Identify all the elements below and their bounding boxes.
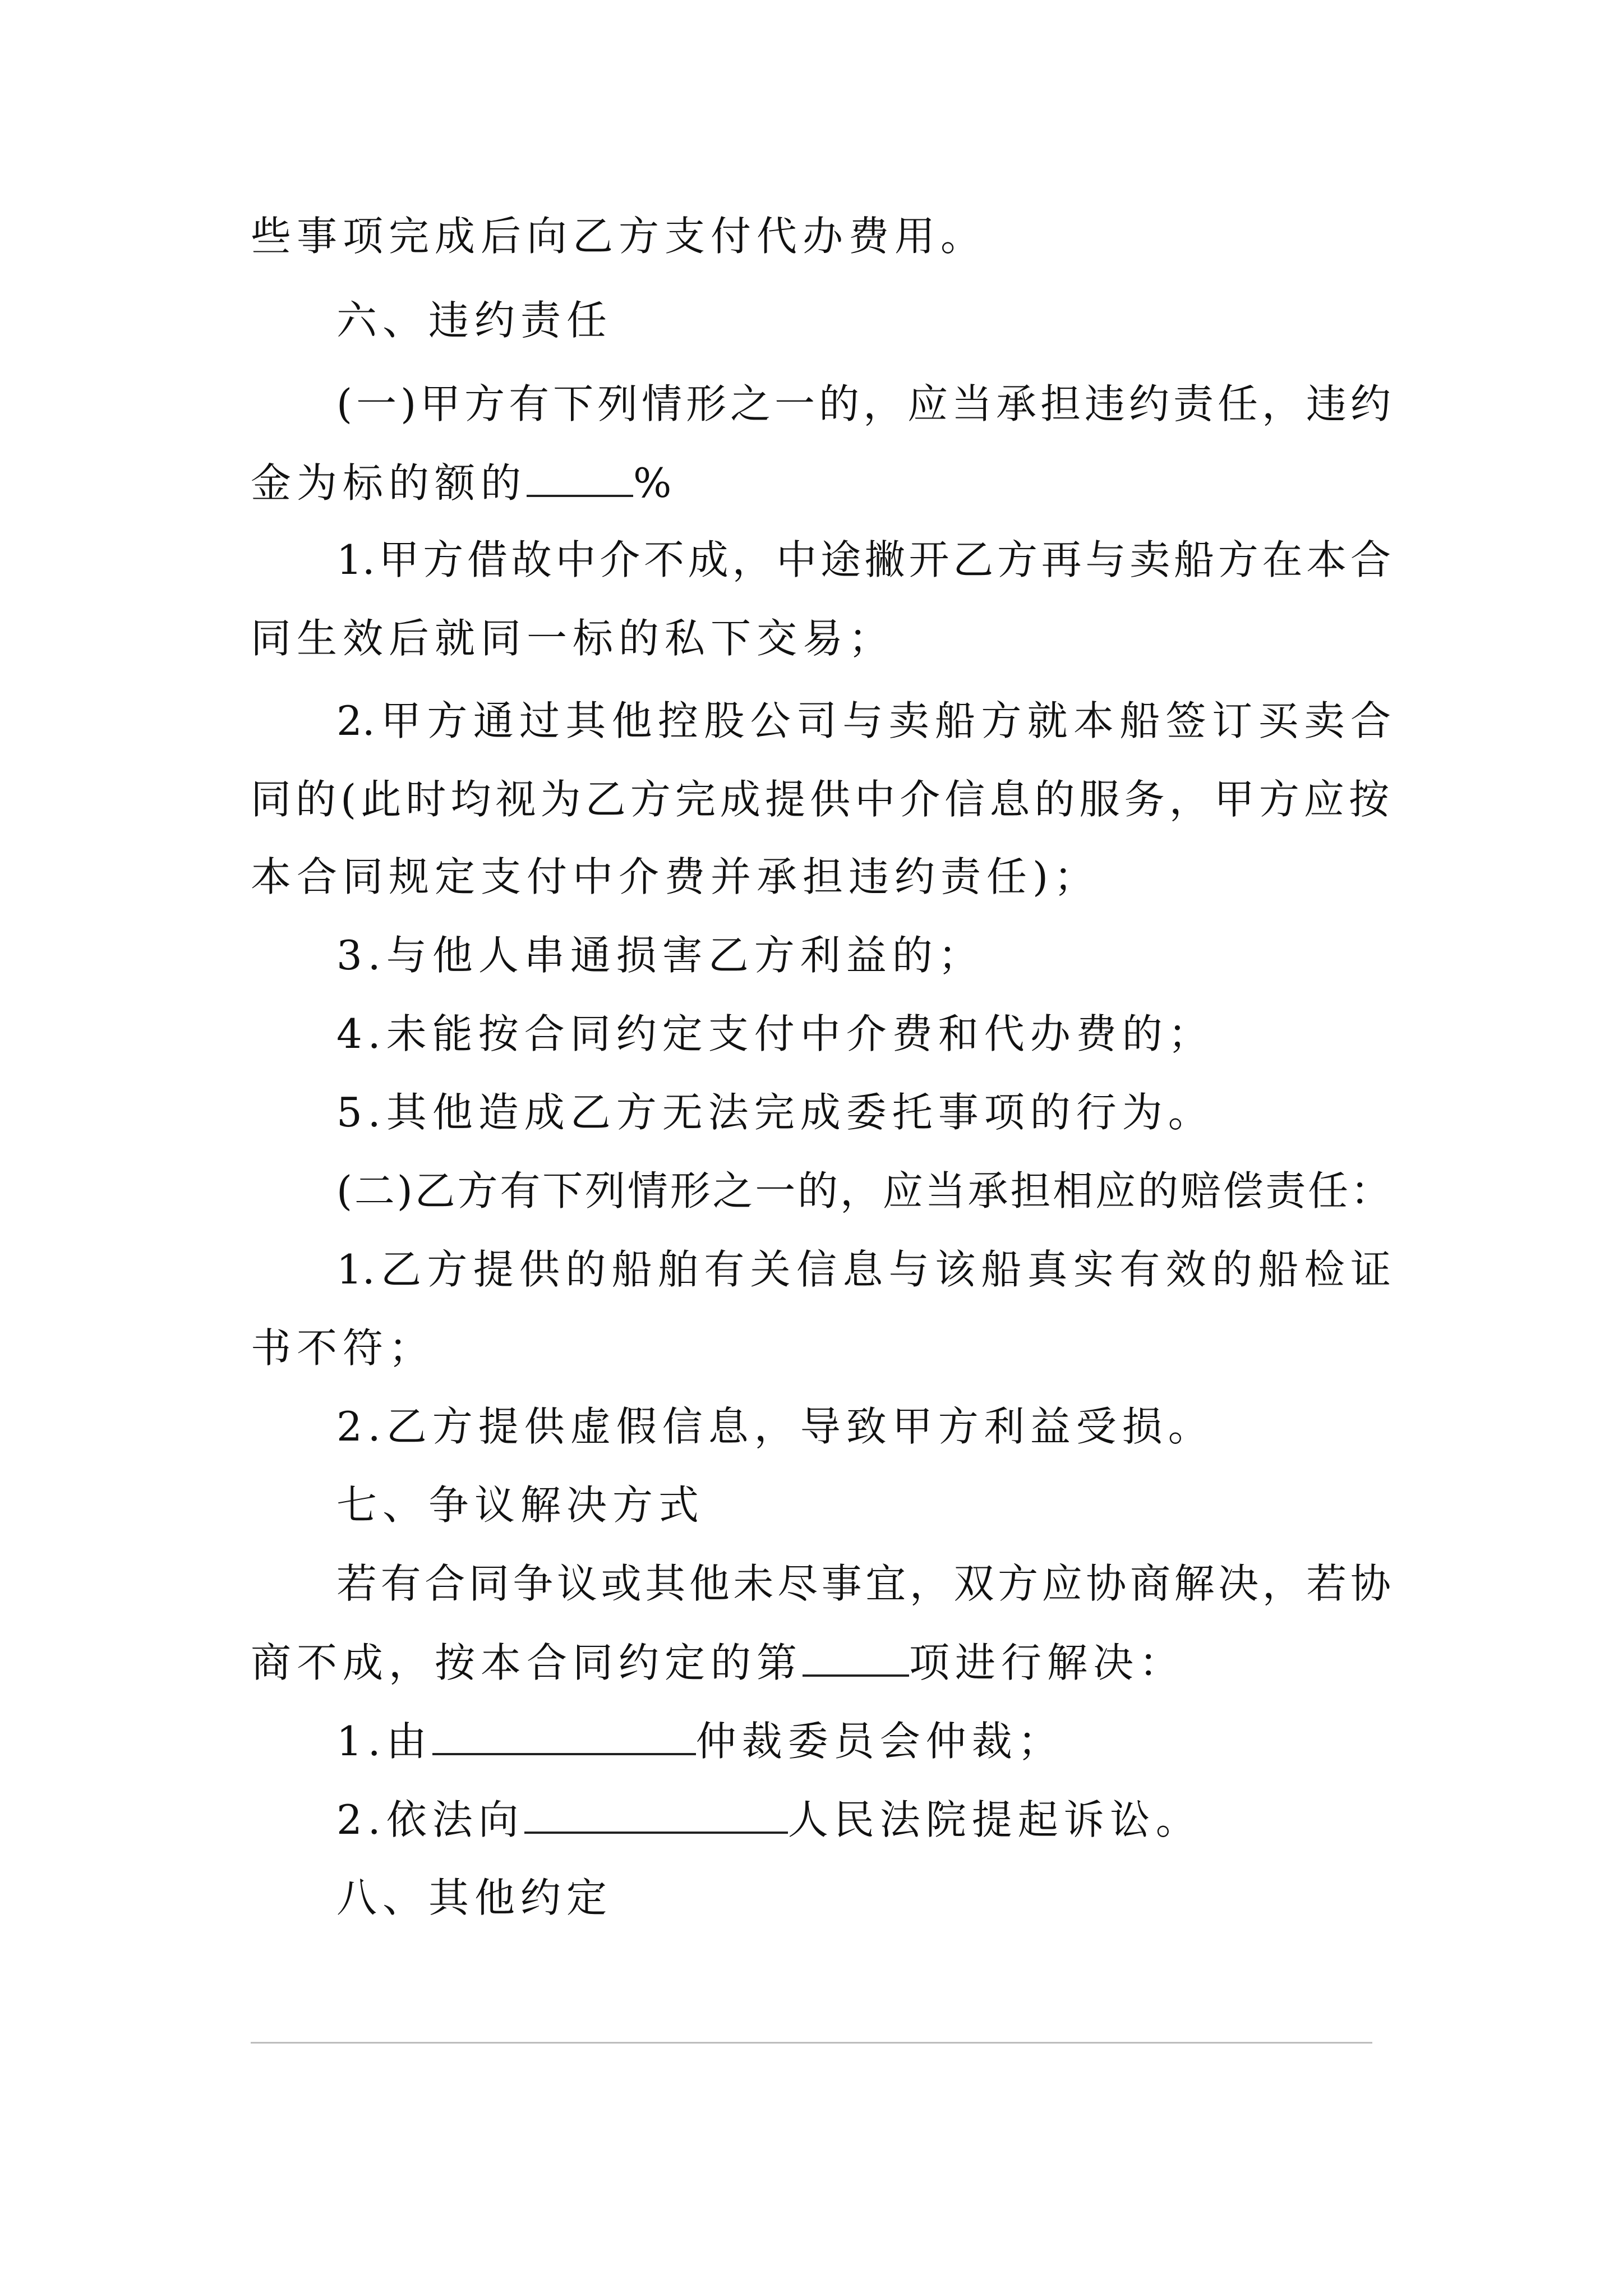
paragraph-text: 商不成，按本合同约定的第 (251, 1639, 803, 1686)
footer-divider (251, 2042, 1372, 2044)
paragraph-line: 4.未能按合同约定支付中介费和代办费的； (336, 1010, 1214, 1057)
paragraph-line (336, 1714, 1391, 1768)
fill-in-blank[interactable] (432, 1714, 696, 1755)
paragraph-line: (二)乙方有下列情形之一的，应当承担相应的赔偿责任： (336, 1167, 1391, 1214)
paragraph-line: 2.甲方通过其他控股公司与卖船方就本船签订买卖合 (336, 697, 1391, 744)
paragraph-text: 1.由 (336, 1718, 432, 1765)
section-heading: 六、违约责任 (336, 297, 613, 344)
fill-in-blank[interactable] (524, 1792, 788, 1834)
paragraph-line: 5.其他造成乙方无法完成委托事项的行为。 (336, 1089, 1214, 1136)
paragraph-line: 同生效后就同一标的私下交易； (251, 615, 895, 662)
paragraph-line: 同的(此时均视为乙方完成提供中介信息的服务，甲方应按 (251, 776, 1389, 823)
paragraph-text: 2.依法向 (336, 1796, 524, 1843)
paragraph-line: 2.乙方提供虚假信息，导致甲方利益受损。 (336, 1403, 1214, 1450)
paragraph-line: 1.乙方提供的船舶有关信息与该船真实有效的船检证 (336, 1246, 1391, 1293)
paragraph-line (251, 1635, 1389, 1689)
paragraph-line: (一)甲方有下列情形之一的，应当承担违约责任，违约 (336, 380, 1391, 427)
paragraph-line: 些事项完成后向乙方支付代办费用。 (251, 213, 987, 260)
paragraph-line: 书不符； (251, 1324, 435, 1372)
paragraph-line (336, 1792, 1391, 1846)
fill-in-blank[interactable] (527, 455, 633, 497)
paragraph-text: 金为标的额的 (251, 459, 527, 507)
paragraph-text: 人民法院提起诉讼。 (787, 1796, 1202, 1843)
paragraph-line: 若有合同争议或其他未尽事宜，双方应协商解决，若协 (336, 1560, 1391, 1607)
paragraph-text: % (633, 459, 677, 507)
fill-in-blank[interactable] (803, 1635, 909, 1677)
section-heading: 七、争议解决方式 (336, 1481, 705, 1529)
paragraph-line: 3.与他人串通损害乙方利益的； (336, 932, 984, 979)
paragraph-line: 1.甲方借故中介不成，中途撇开乙方再与卖船方在本合 (336, 536, 1391, 583)
paragraph-line (251, 455, 1389, 509)
section-heading: 八、其他约定 (336, 1874, 613, 1921)
paragraph-line: 本合同规定支付中介费并承担违约责任)； (251, 853, 1100, 900)
paragraph-text: 项进行解决： (909, 1639, 1186, 1686)
paragraph-text: 仲裁委员会仲裁； (695, 1718, 1064, 1765)
